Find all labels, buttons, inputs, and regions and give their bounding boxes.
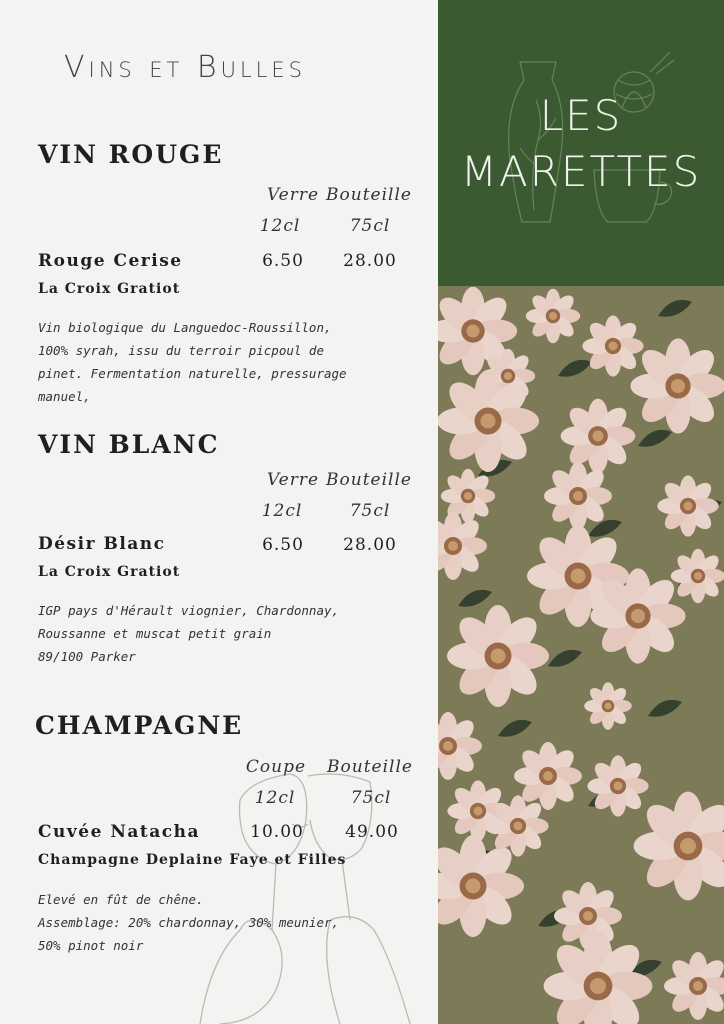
price-bottle: 28.00 bbox=[343, 535, 397, 555]
producer-name: Champagne Deplaine Faye et Filles bbox=[38, 852, 347, 868]
description-line: IGP pays d'Hérault viognier, Chardonnay, bbox=[38, 603, 340, 618]
price-glass: 6.50 bbox=[262, 535, 304, 555]
menu-title: Vins et Bulles bbox=[64, 50, 306, 85]
brand-name-line2: MARETTES bbox=[460, 147, 702, 196]
price-bottle: 49.00 bbox=[345, 822, 399, 842]
description-line: pinet. Fermentation naturelle, pressurage bbox=[38, 366, 347, 381]
wine-name: Rouge Cerise bbox=[38, 251, 183, 271]
producer-name: La Croix Gratiot bbox=[38, 564, 181, 580]
description-line: Vin biologique du Languedoc-Roussillon, bbox=[38, 320, 332, 335]
col-size-bottle: 75cl bbox=[350, 788, 392, 808]
wine-description bbox=[38, 316, 378, 408]
col-label-glass: Verre bbox=[266, 185, 320, 205]
description-line: 50% pinot noir bbox=[38, 938, 144, 953]
description-line: 89/100 Parker bbox=[38, 649, 136, 664]
col-label-bottle: Bouteille bbox=[326, 185, 412, 205]
description-line: manuel, bbox=[38, 389, 91, 404]
col-label-bottle: Bouteille bbox=[327, 757, 413, 777]
description-line: Roussanne et muscat petit grain bbox=[38, 626, 272, 641]
col-label-bottle: Bouteille bbox=[326, 470, 412, 490]
section-title-champagne: CHAMPAGNE bbox=[35, 711, 244, 740]
wine-name: Désir Blanc bbox=[38, 534, 166, 554]
col-size-bottle: 75cl bbox=[349, 216, 391, 236]
section-title-vin-blanc: VIN BLANC bbox=[38, 430, 220, 459]
producer-name: La Croix Gratiot bbox=[38, 281, 181, 297]
description-line: Elevé en fût de chêne. bbox=[38, 892, 204, 907]
floral-photo bbox=[438, 286, 724, 1024]
brand-name-line1: LES bbox=[539, 91, 623, 140]
col-size-coupe: 12cl bbox=[254, 788, 296, 808]
brand-panel bbox=[438, 0, 724, 286]
col-label-glass: Verre bbox=[266, 470, 320, 490]
description-line: Assemblage: 20% chardonnay, 30% meunier, bbox=[38, 915, 340, 930]
col-size-bottle: 75cl bbox=[349, 501, 391, 521]
wine-name: Cuvée Natacha bbox=[38, 822, 200, 842]
wine-description bbox=[38, 888, 378, 957]
col-size-glass: 12cl bbox=[261, 501, 303, 521]
col-size-glass: 12cl bbox=[259, 216, 301, 236]
section-title-vin-rouge: VIN ROUGE bbox=[38, 140, 224, 169]
price-bottle: 28.00 bbox=[343, 251, 397, 271]
description-line: 100% syrah, issu du terroir picpoul de bbox=[38, 343, 324, 358]
price-glass: 6.50 bbox=[262, 251, 304, 271]
col-label-coupe: Coupe bbox=[245, 757, 307, 777]
wine-description bbox=[38, 599, 378, 668]
floral-pattern-image bbox=[438, 286, 724, 1024]
price-coupe: 10.00 bbox=[250, 822, 304, 842]
